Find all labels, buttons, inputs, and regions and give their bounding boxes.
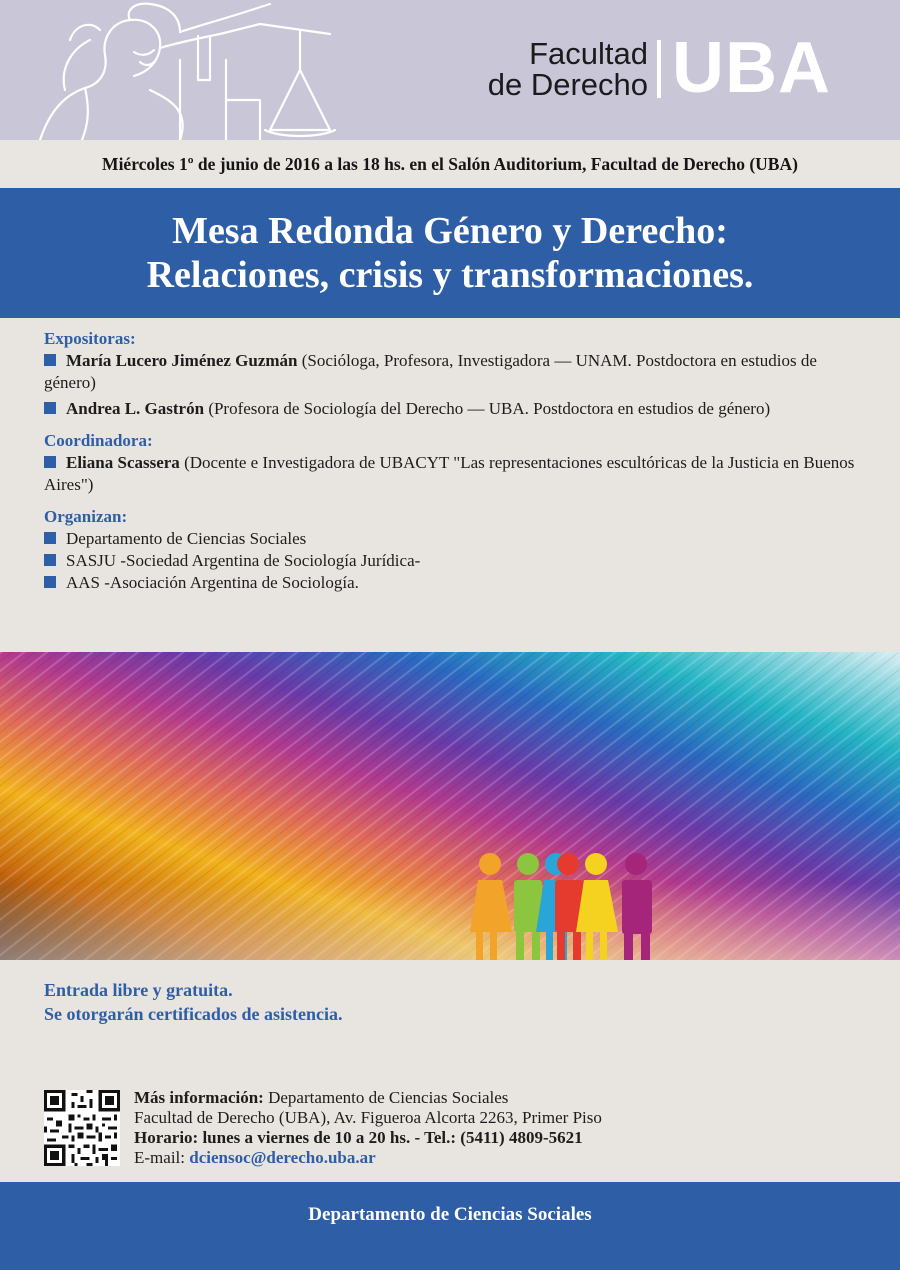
- speaker-item: [44, 398, 862, 420]
- faculty-name: [440, 38, 648, 100]
- rainbow-gradient-image: [0, 652, 900, 960]
- square-bullet-icon: [44, 402, 56, 414]
- organizer-name: AAS -Asociación Argentina de Sociología.: [66, 573, 359, 592]
- speaker-item: [44, 350, 862, 394]
- email-line: [134, 1148, 602, 1168]
- more-info-label: Más información:: [134, 1088, 264, 1107]
- organizan-heading: Organizan:: [44, 507, 128, 526]
- coordinator-item: [44, 452, 862, 496]
- event-date-text: Miércoles 1º de junio de 2016 a las 18 hs. en el Salón Auditorium, Facultad de Derecho (UBA): [102, 154, 798, 174]
- footer-department: Departamento de Ciencias Sociales: [308, 1204, 592, 1225]
- logo-divider: [657, 40, 661, 98]
- coordinadora-heading: Coordinadora:: [44, 431, 153, 450]
- speaker-name: Andrea L. Gastrón: [66, 399, 205, 418]
- uba-logo: UBA: [672, 28, 831, 108]
- event-dateline: [0, 140, 900, 188]
- email-link[interactable]: dciensoc@derecho.uba.ar: [189, 1148, 376, 1167]
- faculty-name-line2: de Derecho: [487, 67, 648, 102]
- hours-phone-line: [134, 1128, 602, 1148]
- speaker-description: (Profesora de Sociología del Derecho — UBA. Postdoctora en estudios de género): [204, 399, 771, 418]
- organizer-item: [44, 550, 862, 572]
- more-info-line: [134, 1088, 602, 1108]
- square-bullet-icon: [44, 354, 56, 366]
- qr-code[interactable]: [44, 1090, 120, 1166]
- event-details: [44, 328, 862, 594]
- contact-info: [134, 1088, 602, 1168]
- email-label: E-mail:: [134, 1148, 190, 1167]
- square-bullet-icon: [44, 576, 56, 588]
- event-title: [0, 188, 900, 297]
- rainbow-gender-banner: [0, 652, 900, 960]
- more-info-dept: Departamento de Ciencias Sociales: [263, 1088, 509, 1107]
- faculty-name-line1: Facultad: [529, 36, 648, 71]
- hours-phone-text: Horario: lunes a viernes de 10 a 20 hs. - Tel.: (5411) 4809-5621: [134, 1128, 583, 1147]
- coordinator-description: (Docente e Investigadora de UBACYT "Las representaciones escultóricas de la Justicia en Buenos Aires"): [44, 453, 855, 494]
- admission-free-text: Entrada libre y gratuita.: [44, 980, 233, 1000]
- coordinator-name: Eliana Scassera: [66, 453, 180, 472]
- expositoras-heading: Expositoras:: [44, 329, 136, 348]
- certificates-text: Se otorgarán certificados de asistencia.: [44, 1004, 343, 1024]
- address-line: Facultad de Derecho (UBA), Av. Figueroa Alcorta 2263, Primer Piso: [134, 1108, 602, 1127]
- event-title-line2: Relaciones, crisis y transformaciones.: [146, 254, 754, 296]
- footer-bar: [0, 1182, 900, 1270]
- organizer-name: Departamento de Ciencias Sociales: [66, 529, 307, 548]
- header-banner: [0, 0, 900, 140]
- square-bullet-icon: [44, 532, 56, 544]
- speaker-name: María Lucero Jiménez Guzmán: [66, 351, 298, 370]
- square-bullet-icon: [44, 456, 56, 468]
- organizer-name: SASJU -Sociedad Argentina de Sociología Jurídica-: [66, 551, 421, 570]
- square-bullet-icon: [44, 554, 56, 566]
- organizer-item: [44, 572, 862, 594]
- justice-statue-illustration: [30, 0, 380, 140]
- speaker-description: (Socióloga, Profesora, Investigadora — UNAM. Postdoctora en estudios de género): [44, 351, 817, 392]
- organizer-item: [44, 528, 862, 550]
- admission-notice: [44, 978, 342, 1026]
- event-title-line1: Mesa Redonda Género y Derecho:: [172, 210, 728, 252]
- event-title-box: [0, 188, 900, 318]
